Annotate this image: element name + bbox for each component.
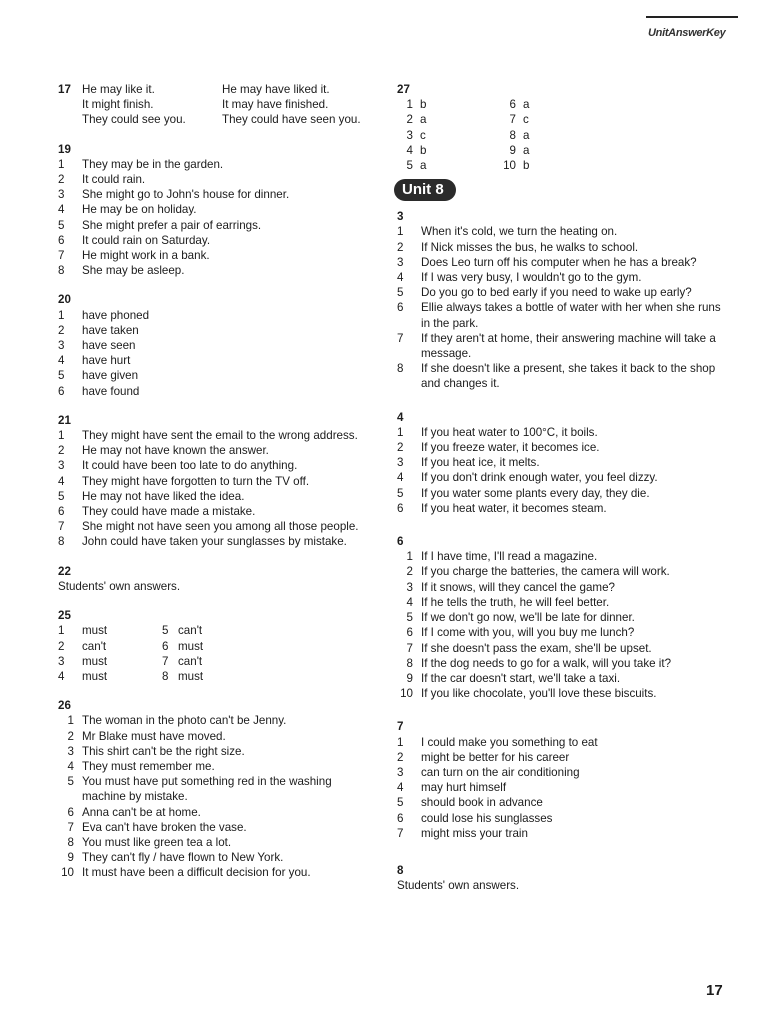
item-number: 6: [397, 301, 404, 315]
item-number: 6: [406, 626, 413, 640]
item-number: 5: [406, 611, 413, 625]
answer-text: can't: [178, 624, 203, 638]
item-number: 2: [406, 565, 413, 579]
item-number: 2: [58, 639, 65, 653]
item-number: 8: [58, 535, 65, 549]
item-number: 3: [58, 188, 65, 202]
item-number: 2: [397, 240, 404, 254]
item-number: 6: [162, 639, 169, 653]
answer-text: If he tells the truth, he will feel better.: [421, 595, 610, 609]
right-column: [397, 82, 727, 907]
item-number: 7: [58, 520, 65, 534]
item-number: 5: [397, 796, 404, 810]
answer-text: They might have forgotten to turn the TV off.: [82, 474, 310, 488]
item-number: 4: [406, 143, 413, 157]
answer-text: If the car doesn't start, we'll take a taxi.: [421, 671, 621, 685]
answer-text: If you charge the batteries, the camera will work.: [421, 565, 670, 579]
item-number: 2: [397, 441, 404, 455]
answer-text: a: [523, 128, 530, 142]
item-number: 2: [58, 323, 65, 337]
item-number: 3: [58, 654, 65, 668]
item-number: 3: [397, 765, 404, 779]
section-number: 4: [397, 410, 404, 424]
item-number: 7: [162, 654, 169, 668]
item-number: 2: [58, 444, 65, 458]
answer-text: Ellie always takes a bottle of water with her when she runs in the park.: [421, 301, 721, 330]
answer-text: They may be in the garden.: [82, 157, 224, 171]
item-number: 5: [406, 159, 413, 173]
answer-text: If you heat water to 100°C, it boils.: [421, 425, 598, 439]
answer-text: You must like green tea a lot.: [82, 835, 232, 849]
answer-text: must: [178, 669, 204, 683]
answer-text: If you like chocolate, you'll love these biscuits.: [421, 687, 657, 701]
answer-text: He may be on holiday.: [82, 203, 197, 217]
answer-text: have seen: [82, 339, 136, 353]
answer-text: If you water some plants every day, they die.: [421, 486, 650, 500]
item-number: 6: [397, 811, 404, 825]
item-number: 8: [58, 264, 65, 278]
answer-text: It must have been a difficult decision for you.: [82, 866, 311, 880]
answer-text: The woman in the photo can't be Jenny.: [82, 714, 287, 728]
item-number: 10: [400, 687, 413, 701]
item-number: 5: [67, 775, 74, 789]
answer-text: Anna can't be at home.: [82, 805, 201, 819]
answer-text: It may have finished.: [222, 98, 329, 112]
item-number: 6: [58, 505, 65, 519]
item-number: 1: [397, 735, 404, 749]
item-number: 6: [67, 805, 74, 819]
item-number: 7: [397, 331, 404, 345]
item-number: 8: [509, 128, 516, 142]
answer-text: If she doesn't pass the exam, she'll be upset.: [421, 641, 652, 655]
section-number: 6: [397, 535, 404, 549]
section-number: 26: [58, 699, 71, 713]
answer-text: He may like it.: [82, 83, 155, 96]
item-number: 6: [58, 233, 65, 247]
item-number: 5: [162, 624, 169, 638]
item-number: 4: [397, 781, 404, 795]
item-number: 9: [67, 851, 74, 865]
item-number: 4: [58, 474, 65, 488]
section-6: [397, 534, 727, 701]
item-number: 7: [509, 113, 516, 127]
answer-text: It could rain.: [82, 173, 146, 187]
answer-text: She might not have seen you among all those people.: [82, 520, 359, 534]
answer-text: I could make you something to eat: [421, 735, 598, 749]
section-number: 21: [58, 413, 71, 427]
answer-text: It might finish.: [82, 98, 154, 112]
answer-text: If they aren't at home, their answering machine will take a message.: [421, 331, 716, 361]
item-number: 4: [58, 354, 65, 368]
item-number: 8: [397, 362, 404, 376]
answer-text: might miss your train: [421, 826, 528, 840]
header-label: UnitAnswerKey: [648, 27, 726, 39]
answer-text: must: [178, 639, 204, 653]
item-number: 9: [509, 143, 516, 157]
answer-text: John could have taken your sunglasses by mistake.: [82, 535, 347, 549]
answer-text: might be better for his career: [421, 750, 570, 764]
item-number: 2: [58, 173, 65, 187]
item-number: 2: [67, 729, 74, 743]
item-number: 5: [397, 486, 404, 500]
answer-text: This shirt can't be the right size.: [82, 744, 245, 758]
left-column: [58, 82, 378, 895]
item-number: 3: [406, 128, 413, 142]
answer-text: b: [420, 98, 427, 112]
answer-text: Mr Blake must have moved.: [82, 729, 226, 743]
item-number: 4: [406, 595, 413, 609]
answer-text: have given: [82, 369, 139, 383]
answer-text: Students' own answers.: [397, 879, 520, 893]
answer-text: It could rain on Saturday.: [82, 233, 211, 247]
answer-text: b: [523, 159, 530, 173]
item-number: 4: [397, 471, 404, 485]
item-number: 3: [397, 255, 404, 269]
answer-text: If you heat ice, it melts.: [421, 456, 540, 470]
answer-text: b: [420, 143, 427, 157]
item-number: 1: [58, 624, 65, 638]
answer-text: should book in advance: [421, 796, 543, 810]
answer-text: have found: [82, 384, 140, 398]
section-number: 22: [58, 564, 71, 578]
answer-text: He may not have known the answer.: [82, 444, 269, 458]
section-21: [58, 413, 378, 550]
item-number: 7: [58, 249, 65, 263]
answer-text: They can't fly / have flown to New York.: [82, 851, 284, 865]
item-number: 8: [162, 669, 169, 683]
item-number: 1: [67, 714, 74, 728]
item-number: 1: [58, 429, 65, 443]
section-22: [58, 564, 378, 594]
answer-text: If Nick misses the bus, he walks to school.: [421, 240, 639, 254]
item-number: 4: [397, 271, 404, 285]
item-number: 10: [61, 866, 74, 880]
item-number: 3: [397, 456, 404, 470]
answer-text: If I have time, I'll read a magazine.: [421, 550, 598, 564]
item-number: 9: [406, 671, 413, 685]
item-number: 7: [67, 820, 74, 834]
item-number: 6: [58, 384, 65, 398]
item-number: 5: [58, 489, 65, 503]
answer-text: Eva can't have broken the vase.: [82, 820, 247, 834]
answer-text: Do you go to bed early if you need to wake up early?: [421, 286, 692, 300]
answer-text: If I was very busy, I wouldn't go to the gym.: [421, 271, 642, 285]
section-number: 17: [58, 83, 71, 96]
item-number: 4: [58, 669, 65, 683]
answer-text: If I come with you, will you buy me lunch?: [421, 626, 635, 640]
item-number: 7: [397, 826, 404, 840]
section-27: [397, 82, 727, 173]
section-number: 27: [397, 83, 410, 96]
answer-text: a: [420, 159, 427, 173]
answer-text: must: [82, 654, 108, 668]
answer-text: have hurt: [82, 354, 131, 368]
section-number: 20: [58, 293, 71, 307]
item-number: 1: [397, 425, 404, 439]
answer-text: must: [82, 669, 108, 683]
item-number: 8: [67, 835, 74, 849]
item-number: 10: [503, 159, 516, 173]
answer-text: If it snows, will they cancel the game?: [421, 580, 615, 594]
answer-text: They could see you.: [82, 113, 186, 127]
answer-text: If you don't drink enough water, you feel dizzy.: [421, 471, 658, 485]
answer-text: If the dog needs to go for a walk, will you take it?: [421, 656, 672, 670]
answer-text: have taken: [82, 323, 139, 337]
answer-text: Students' own answers.: [58, 579, 181, 593]
answer-text: It could have been too late to do anything.: [82, 459, 298, 473]
section-number: 7: [397, 720, 404, 734]
answer-text: He may have liked it.: [222, 83, 330, 96]
item-number: 3: [406, 580, 413, 594]
item-number: 1: [406, 98, 413, 112]
section-26: [58, 698, 378, 880]
section-8: [397, 863, 727, 893]
item-number: 5: [58, 218, 65, 232]
answer-text: If we don't go now, we'll be late for dinner.: [421, 611, 635, 625]
item-number: 4: [58, 203, 65, 217]
item-number: 5: [58, 369, 65, 383]
answer-text: can't: [178, 654, 203, 668]
item-number: 8: [406, 656, 413, 670]
answer-text: must: [82, 624, 108, 638]
answer-text: c: [420, 128, 426, 142]
section-19: [58, 142, 378, 279]
header-mark: [646, 16, 738, 18]
item-number: 6: [397, 501, 404, 515]
item-number: 6: [509, 98, 516, 112]
answer-text: a: [523, 143, 530, 157]
answer-text: They could have made a mistake.: [82, 505, 256, 519]
answer-text: can't: [82, 639, 107, 653]
answer-text: She may be asleep.: [82, 264, 185, 278]
item-number: 3: [58, 339, 65, 353]
section-number: 8: [397, 863, 404, 877]
page-number: 17: [706, 982, 723, 999]
item-number: 3: [67, 744, 74, 758]
answer-text: He might work in a bank.: [82, 249, 210, 263]
answer-text: could lose his sunglasses: [421, 811, 553, 825]
unit-tag: Unit 8: [394, 179, 456, 201]
item-number: 1: [406, 550, 413, 564]
answer-text: He may not have liked the idea.: [82, 489, 245, 503]
section-25: [58, 608, 378, 684]
answer-text: They must remember me.: [82, 759, 215, 773]
section-17: [58, 82, 378, 128]
item-number: 2: [406, 113, 413, 127]
item-number: 4: [67, 759, 74, 773]
section-20: [58, 292, 378, 398]
answer-text: If you heat water, it becomes steam.: [421, 501, 607, 515]
section-number: 3: [397, 210, 404, 224]
answer-text: a: [420, 113, 427, 127]
item-number: 3: [58, 459, 65, 473]
answer-text: They could have seen you.: [222, 113, 361, 127]
section-number: 19: [58, 142, 71, 156]
answer-text: may hurt himself: [421, 781, 507, 795]
answer-text: She might prefer a pair of earrings.: [82, 218, 262, 232]
answer-text: c: [523, 113, 529, 127]
answer-text: If she doesn't like a present, she takes it back to the shop and changes it.: [421, 362, 716, 391]
answer-text: They might have sent the email to the wrong address.: [82, 429, 358, 443]
item-number: 7: [406, 641, 413, 655]
answer-text: You must have put something red in the washing machine by mistake.: [82, 775, 332, 804]
answer-text: have phoned: [82, 308, 150, 322]
answer-text: When it's cold, we turn the heating on.: [421, 225, 618, 239]
item-number: 1: [58, 308, 65, 322]
item-number: 1: [58, 157, 65, 171]
answer-text: If you freeze water, it becomes ice.: [421, 441, 600, 455]
answer-text: She might go to John's house for dinner.: [82, 188, 290, 202]
answer-text: Does Leo turn off his computer when he has a break?: [421, 255, 697, 269]
section-3: [397, 209, 727, 391]
section-4: [397, 410, 727, 516]
answer-text: a: [523, 98, 530, 112]
item-number: 5: [397, 286, 404, 300]
section-7: [397, 719, 727, 841]
item-number: 1: [397, 225, 404, 239]
item-number: 2: [397, 750, 404, 764]
answer-text: can turn on the air conditioning: [421, 765, 580, 779]
section-number: 25: [58, 609, 71, 623]
